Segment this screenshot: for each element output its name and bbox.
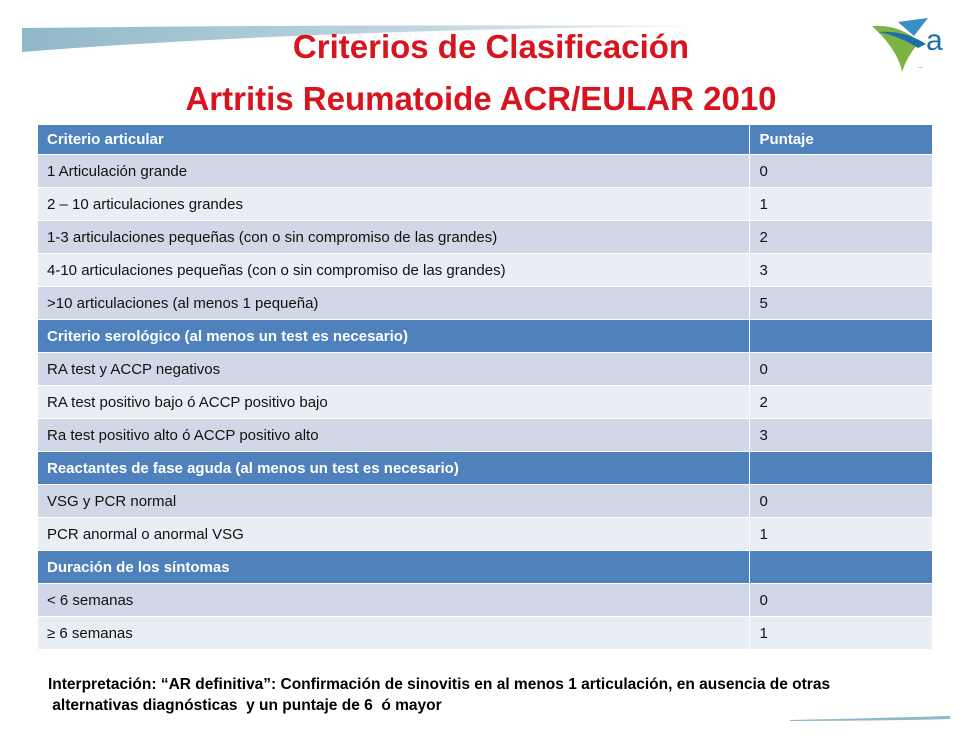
section-title: Duración de los síntomas bbox=[38, 551, 749, 584]
footer-swoosh-graphic bbox=[790, 714, 962, 724]
score-cell: 1 bbox=[749, 617, 932, 650]
table-row bbox=[38, 485, 932, 518]
criteria-table bbox=[38, 125, 933, 650]
svg-text:a: a bbox=[926, 24, 943, 57]
header-score: Puntaje bbox=[749, 125, 932, 155]
score-cell: 0 bbox=[749, 584, 932, 617]
score-cell: 3 bbox=[749, 419, 932, 452]
score-cell: 2 bbox=[749, 386, 932, 419]
table-row bbox=[38, 617, 932, 650]
table-row bbox=[38, 419, 932, 452]
section-score-empty bbox=[749, 551, 932, 584]
interpretation-line-2: alternativas diagnósticas y un puntaje de 6 ó mayor bbox=[48, 697, 442, 714]
table-row bbox=[38, 155, 932, 188]
criterion-cell: VSG y PCR normal bbox=[38, 485, 749, 518]
criterion-cell: RA test positivo bajo ó ACCP positivo bajo bbox=[38, 386, 749, 419]
score-cell: 2 bbox=[749, 221, 932, 254]
score-cell: 1 bbox=[749, 518, 932, 551]
section-score-empty bbox=[749, 452, 932, 485]
score-cell: 0 bbox=[749, 485, 932, 518]
table-row bbox=[38, 353, 932, 386]
section-header-serology bbox=[38, 320, 932, 353]
score-cell: 5 bbox=[749, 287, 932, 320]
score-cell: 3 bbox=[749, 254, 932, 287]
interpretation-note bbox=[48, 674, 948, 716]
criterion-cell: 2 – 10 articulaciones grandes bbox=[38, 188, 749, 221]
title-line-1: Criterios de Clasificación bbox=[292, 28, 690, 65]
criterion-cell: 1-3 articulaciones pequeñas (con o sin compromiso de las grandes) bbox=[38, 221, 749, 254]
criterion-cell: ≥ 6 semanas bbox=[38, 617, 749, 650]
section-header-duration bbox=[38, 551, 932, 584]
header-criterion: Criterio articular bbox=[38, 125, 749, 155]
table-row bbox=[38, 386, 932, 419]
section-score-empty bbox=[749, 320, 932, 353]
criterion-cell: PCR anormal o anormal VSG bbox=[38, 518, 749, 551]
criterion-cell: < 6 semanas bbox=[38, 584, 749, 617]
section-title: Criterio serológico (al menos un test es necesario) bbox=[38, 320, 749, 353]
table-row bbox=[38, 221, 932, 254]
score-cell: 0 bbox=[749, 353, 932, 386]
svg-text:—: — bbox=[918, 65, 923, 71]
table-row bbox=[38, 287, 932, 320]
table-header-row bbox=[38, 125, 932, 155]
score-cell: 1 bbox=[749, 188, 932, 221]
criterion-cell: Ra test positivo alto ó ACCP positivo alto bbox=[38, 419, 749, 452]
section-header-acute-phase bbox=[38, 452, 932, 485]
table-row bbox=[38, 188, 932, 221]
interpretation-line-1: Interpretación: “AR definitiva”: Confirmación de sinovitis en al menos 1 articulación, en ausencia de otras bbox=[48, 676, 831, 693]
title-line-2: Artritis Reumatoide ACR/EULAR 2010 bbox=[185, 80, 777, 117]
section-title: Reactantes de fase aguda (al menos un test es necesario) bbox=[38, 452, 749, 485]
criterion-cell: >10 articulaciones (al menos 1 pequeña) bbox=[38, 287, 749, 320]
criterion-cell: 1 Articulación grande bbox=[38, 155, 749, 188]
table-row bbox=[38, 254, 932, 287]
table-row bbox=[38, 518, 932, 551]
criterion-cell: 4-10 articulaciones pequeñas (con o sin compromiso de las grandes) bbox=[38, 254, 749, 287]
criterion-cell: RA test y ACCP negativos bbox=[38, 353, 749, 386]
score-cell: 0 bbox=[749, 155, 932, 188]
table-row bbox=[38, 584, 932, 617]
